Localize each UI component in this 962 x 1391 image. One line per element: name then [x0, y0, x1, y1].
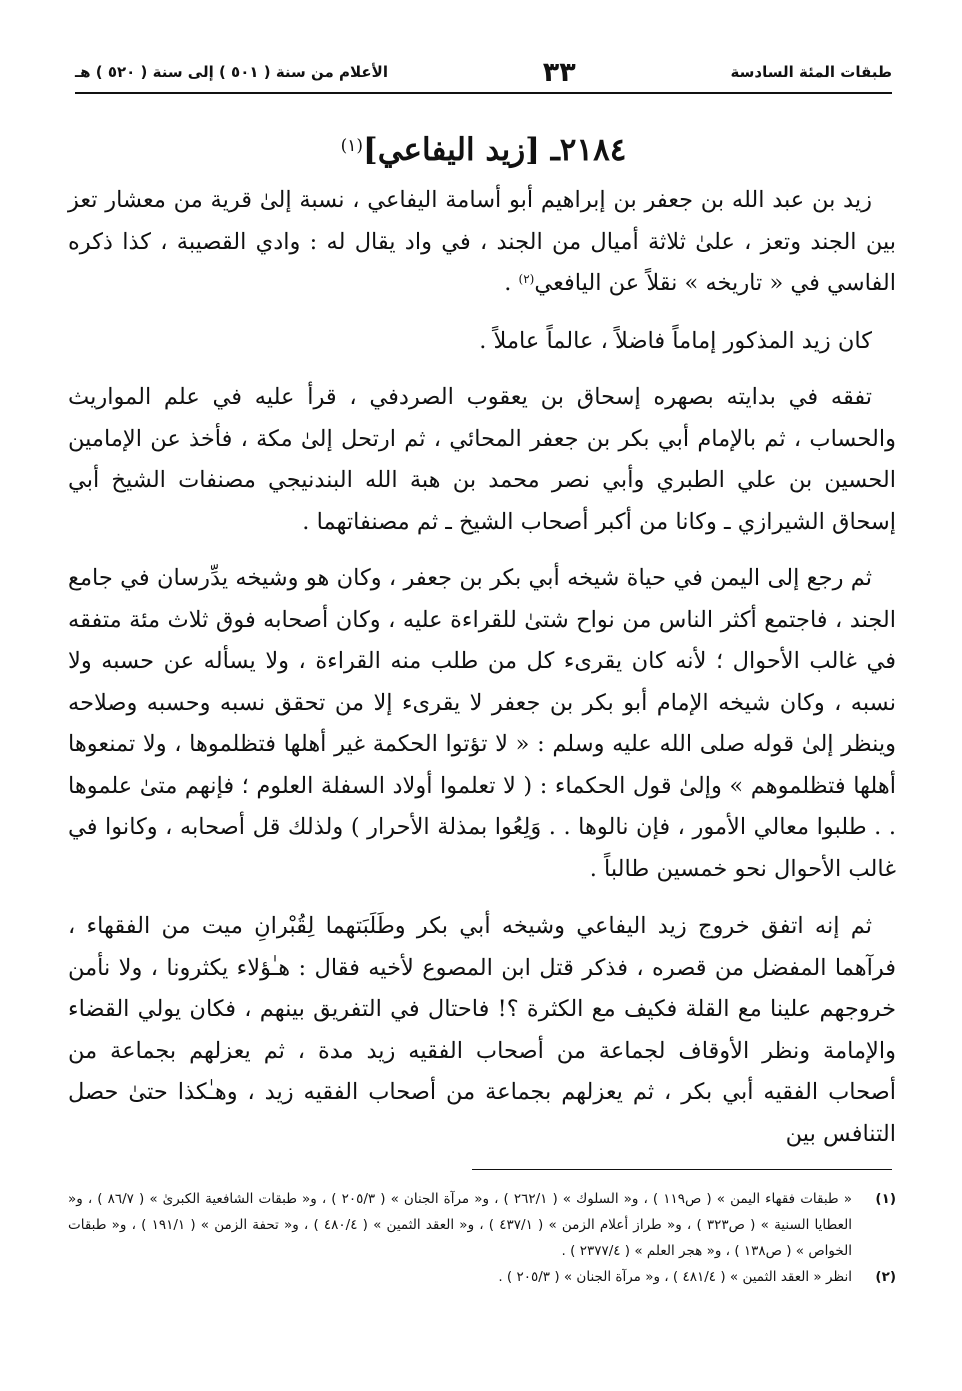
footnote-number: (٢): [875, 1269, 896, 1285]
paragraph-tail: .: [504, 270, 519, 296]
paragraph: ثم إنه اتفق خروج زيد اليفاعي وشيخه أبي بكر وطَلَبَتهما لِقُبْرانِ ميت من الفقهاء ، فرآهما المفضل من قصره ، فذكر قتل ابن المصوع لأخيه فقال : هـٰؤلاء يكثرونا ، ولا نأمن خروجهم علينا مع القلة فكيف مع الكثرة ؟! فاحتال في التفريق بينهم ، فكان يولي القضاء والإمامة ونظر الأوقاف لجماعة من أصحاب الفقيه زيد مدة ، ثم يعزلهم بجماعة من أصحاب الفقيه أبي بكر ، ثم يعزلهم بجماعة من أصحاب الفقيه زيد ، وهـٰكذا حتىٰ حصل التنافس بين: [68, 913, 896, 1147]
paragraph: ثم رجع إلى اليمن في حياة شيخه أبي بكر بن جعفر ، وكان هو وشيخه يدِّرسان في جامع الجند ، فاجتمع أكثر الناس من نواح شتىٰ للقراءة عليه ، وكان أصحابه فوق ثلاث مئة متفقه في غالب الأحوال ؛ لأنه كان يقرىء كل من طلب منه القراءة ، ولا يسأله عن حسبه ولا نسبه ، وكان شيخه الإمام أبو بكر بن جعفر لا يقرىء إلا من تحقق نسبه وحسبه وصلاحه وينظر إلىٰ قوله صلى الله عليه وسلم : « لا تؤتوا الحكمة غير أهلها فتظلموها ، ولا تمنعوها أهلها فتظلموهم » وإلىٰ قول الحكماء : ( لا تعلموا أولاد السفلة العلوم ؛ فإنهم متىٰ علموها . . طلبوا معالي الأمور ، فإن نالوها . . وَلِعُوا بمذلة الأحرار ) ولذلك قل أصحابه ، وكانوا في غالب الأحوال نحو خمسين طالباً .: [68, 565, 896, 882]
footnotes: [68, 1186, 896, 1290]
paragraph: تفقه في بدايته بصهره إسحاق بن يعقوب الصردفي ، قرأ عليه في علم المواريث والحساب ، ثم بالإمام أبي بكر بن جعفر المحائي ، ثم ارتحل إلىٰ مكة ، فأخذ عن الإمامين الحسين بن علي الطبري وأبي نصر محمد بن هبة الله البندنيجي مصنفات الشيخ أبي إسحاق الشيرازي ـ وكانا من أكبر أصحاب الشيخ ـ ثم مصنفاتهما .: [68, 384, 896, 535]
footnote: [68, 1186, 896, 1264]
page-number: ٣٣: [542, 56, 576, 88]
entry-title-text: ٢١٨٤ـ [زيد اليفاعي]: [363, 132, 627, 168]
footnote-text: انظر « العقد الثمين » ( ٤٨١/٤ ) ، و« مرآة الجنان » ( ٢٠٥/٣ ) .: [498, 1269, 852, 1285]
paragraph-text: زيد بن عبد الله بن جعفر بن إبراهيم أبو أسامة اليفاعي ، نسبة إلىٰ قرية من معشار تعز بين الجند وتعز ، علىٰ ثلاثة أميال من الجند ، في واد يقال له : وادي القصيبة ، كذا ذكره الفاسي في « تاريخه » نقلاً عن اليافعي: [68, 187, 896, 296]
footnote: [68, 1264, 896, 1290]
footnote-ref: (٢): [518, 272, 535, 286]
footnote-text: « طبقات فقهاء اليمن » ( ص١١٩ ) ، و« السلوك » ( ٢٦٢/١ ) ، و« مرآة الجنان » ( ٢٠٥/٣ ) ، و« طبقات الشافعية الكبرىٰ » ( ٨٦/٧ ) ، و« العطايا السنية » ( ص٣٢٣ ) ، و« طراز أعلام الزمن » ( ٤٣٧/١ ) ، و« العقد الثمين » ( ٤٨٠/٤ ) ، و« تحفة الزمن » ( ١٩١/١ ) ، و« طبقات الخواص » ( ص١٣٨ ) ، و« هجر العلم » ( ٢٣٧٧/٤ ) .: [68, 1191, 852, 1259]
footnote-divider: [472, 1169, 892, 1170]
entry-title: [75, 128, 892, 172]
paragraph: [68, 180, 896, 305]
paragraph: كان زيد المذكور إماماً فاضلاً ، عالماً عاملاً .: [479, 327, 872, 354]
running-header: [75, 55, 892, 89]
footnote-number: (١): [875, 1191, 896, 1207]
main-text: [68, 180, 896, 1155]
entry-title-footnote-ref: (١): [340, 136, 364, 156]
header-section-title: طبقات المئة السادسة: [730, 63, 892, 81]
header-year-range: الأعلام من سنة ( ٥٠١ ) إلى سنة ( ٥٢٠ ) هـ: [75, 63, 388, 81]
header-divider: [75, 92, 892, 94]
